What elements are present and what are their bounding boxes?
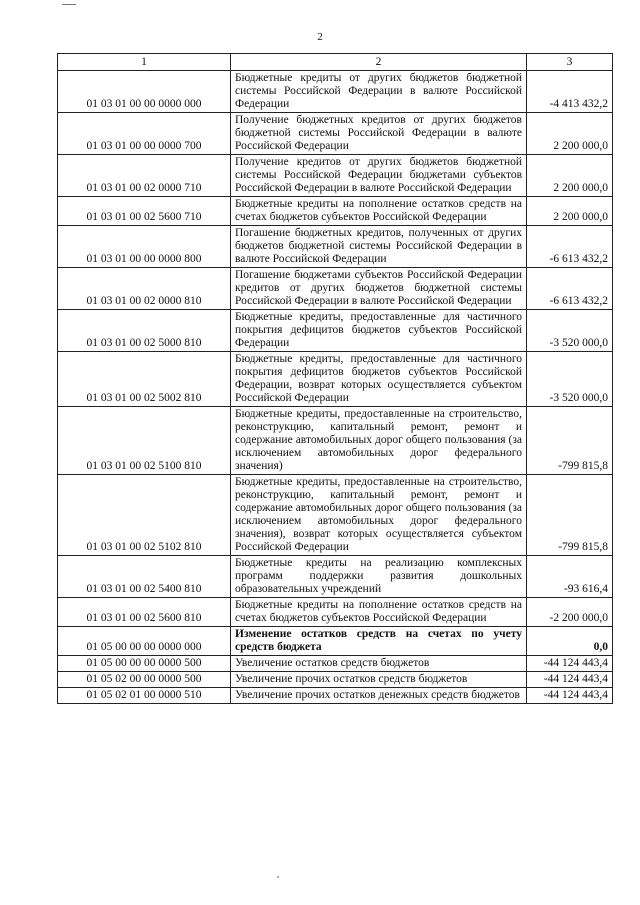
table-row (58, 197, 613, 226)
amount-cell: 2 200 000,0 (527, 113, 613, 155)
description-cell: Бюджетные кредиты на реализацию комплексных программ поддержки развития дошкольных образовательных учреждений (231, 556, 527, 598)
description-cell: Погашение бюджетами субъектов Российской Федерации кредитов от других бюджетов бюджетной системы Российской Федерации в валюте Российской Федерации (231, 268, 527, 310)
header-column-1: 1 (58, 54, 231, 71)
code-cell: 01 05 02 01 00 0000 510 (58, 688, 231, 704)
code-cell: 01 03 01 00 02 5002 810 (58, 352, 231, 407)
table-row (58, 672, 613, 688)
description-cell: Увеличение остатков средств бюджетов (231, 656, 527, 672)
code-cell: 01 03 01 00 02 5000 810 (58, 310, 231, 352)
table-row (58, 71, 613, 113)
table-row (58, 352, 613, 407)
scan-dot (277, 876, 279, 878)
table-row (58, 656, 613, 672)
description-cell: Бюджетные кредиты, предоставленные на строительство, реконструкцию, капитальный ремонт, ремонт и содержание автомобильных дорог общего пользования (за исключением автомобильных дорог федерального значения), возврат которых осуществляется субъектом Российской Федерации (231, 475, 527, 556)
code-cell: 01 03 01 00 00 0000 800 (58, 226, 231, 268)
page-number: 2 (317, 31, 323, 43)
amount-cell: -2 200 000,0 (527, 598, 613, 627)
header-column-3: 3 (527, 54, 613, 71)
table-row (58, 475, 613, 556)
amount-cell: -93 616,4 (527, 556, 613, 598)
amount-cell: 0,0 (527, 627, 613, 656)
table-row (58, 556, 613, 598)
amount-cell: 2 200 000,0 (527, 197, 613, 226)
description-cell: Бюджетные кредиты на пополнение остатков средств на счетах бюджетов субъектов Российской Федерации (231, 197, 527, 226)
code-cell: 01 03 01 00 02 0000 710 (58, 155, 231, 197)
table-row (58, 113, 613, 155)
description-cell: Получение кредитов от других бюджетов бюджетной системы Российской Федерации бюджетами субъектов Российской Федерации в валюте Российской Федерации (231, 155, 527, 197)
table-row (58, 407, 613, 475)
code-cell: 01 03 01 00 00 0000 000 (58, 71, 231, 113)
description-cell: Получение бюджетных кредитов от других бюджетов бюджетной системы Российской Федерации в валюте Российской Федерации (231, 113, 527, 155)
code-cell: 01 03 01 00 02 5400 810 (58, 556, 231, 598)
code-cell: 01 05 00 00 00 0000 000 (58, 627, 231, 656)
amount-cell: -3 520 000,0 (527, 310, 613, 352)
description-cell: Бюджетные кредиты, предоставленные на строительство, реконструкцию, капитальный ремонт, ремонт и содержание автомобильных дорог общего пользования (за исключением автомобильных дорог федерального значения) (231, 407, 527, 475)
table-body (58, 71, 613, 704)
description-cell: Погашение бюджетных кредитов, полученных от других бюджетов бюджетной системы Российской Федерации в валюте Российской Федерации (231, 226, 527, 268)
amount-cell: -799 815,8 (527, 475, 613, 556)
amount-cell: -3 520 000,0 (527, 352, 613, 407)
amount-cell: -799 815,8 (527, 407, 613, 475)
code-cell: 01 03 01 00 02 5600 710 (58, 197, 231, 226)
table-header-row (58, 54, 613, 71)
code-cell: 01 05 00 00 00 0000 500 (58, 656, 231, 672)
code-cell: 01 03 01 00 02 0000 810 (58, 268, 231, 310)
amount-cell: -4 413 432,2 (527, 71, 613, 113)
code-cell: 01 05 02 00 00 0000 500 (58, 672, 231, 688)
amount-cell: -44 124 443,4 (527, 656, 613, 672)
description-cell: Бюджетные кредиты, предоставленные для частичного покрытия дефицитов бюджетов субъектов Российской Федерации (231, 310, 527, 352)
code-cell: 01 03 01 00 02 5102 810 (58, 475, 231, 556)
amount-cell: -6 613 432,2 (527, 226, 613, 268)
description-cell: Бюджетные кредиты на пополнение остатков средств на счетах бюджетов субъектов Российской Федерации (231, 598, 527, 627)
description-cell: Увеличение прочих остатков средств бюджетов (231, 672, 527, 688)
code-cell: 01 03 01 00 02 5600 810 (58, 598, 231, 627)
description-cell: Изменение остатков средств на счетах по учету средств бюджета (231, 627, 527, 656)
amount-cell: -6 613 432,2 (527, 268, 613, 310)
description-cell: Бюджетные кредиты от других бюджетов бюджетной системы Российской Федерации в валюте Российской Федерации (231, 71, 527, 113)
code-cell: 01 03 01 00 00 0000 700 (58, 113, 231, 155)
amount-cell: -44 124 443,4 (527, 672, 613, 688)
table-row (58, 598, 613, 627)
table-row (58, 268, 613, 310)
table-row (58, 310, 613, 352)
header-column-2: 2 (231, 54, 527, 71)
table-row (58, 155, 613, 197)
table-row (58, 688, 613, 704)
budget-sources-table (57, 53, 613, 704)
amount-cell: -44 124 443,4 (527, 688, 613, 704)
code-cell: 01 03 01 00 02 5100 810 (58, 407, 231, 475)
description-cell: Увеличение прочих остатков денежных средств бюджетов (231, 688, 527, 704)
amount-cell: 2 200 000,0 (527, 155, 613, 197)
table-row (58, 226, 613, 268)
description-cell: Бюджетные кредиты, предоставленные для частичного покрытия дефицитов бюджетов субъектов Российской Федерации, возврат которых осуществляется субъектом Российской Федерации (231, 352, 527, 407)
table-row (58, 627, 613, 656)
scan-mark (62, 4, 76, 5)
